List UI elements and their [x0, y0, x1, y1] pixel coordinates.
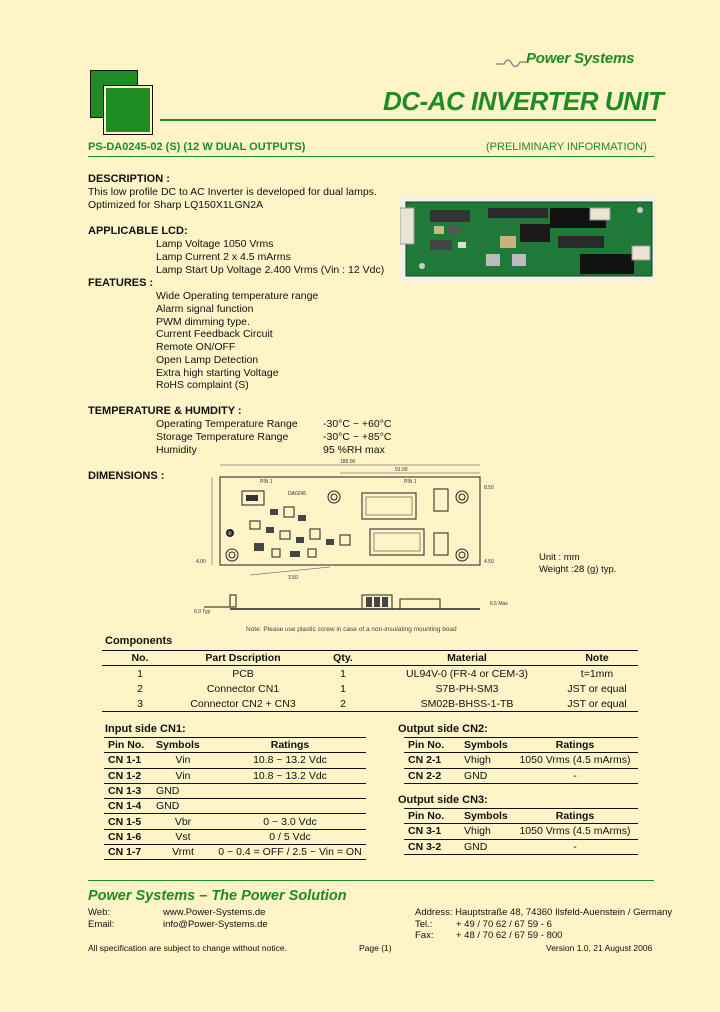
feature-item: Open Lamp Detection — [156, 354, 259, 366]
dim-label-right-top: 8.50 — [484, 485, 494, 491]
pin1-label-cn2: PIN 1 — [404, 479, 417, 485]
col-header: Symbols — [460, 738, 512, 753]
pin-cell: CN 1-5 — [104, 814, 152, 829]
rating-cell: 0 ~ 0.4 = OFF / 2.5 ~ Vin = ON — [214, 845, 366, 860]
dimensions-heading: DIMENSIONS : — [88, 470, 165, 482]
fax-label: Fax: — [415, 930, 434, 941]
rating-cell: 1050 Vrms (4.5 mArms) — [512, 753, 638, 768]
symbol-cell: GND — [460, 839, 512, 854]
table-row — [404, 839, 638, 854]
temp-value: -30°C ~ +85°C — [323, 431, 392, 443]
email-label: Email: — [88, 919, 115, 930]
document-title: DC-AC INVERTER UNIT — [383, 86, 664, 116]
col-header: Ratings — [214, 738, 366, 753]
cell: Connector CN1 — [206, 682, 280, 695]
table-row — [104, 829, 366, 844]
cell: 2 — [308, 696, 378, 711]
pcb-mark: ② — [227, 531, 232, 537]
symbol-cell: Vhigh — [460, 753, 512, 768]
dim-label-length: 189.00 — [340, 459, 356, 465]
cn1-table — [104, 737, 366, 860]
col-header: Note — [556, 651, 638, 666]
rating-cell: 10.8 ~ 13.2 Vdc — [214, 768, 366, 783]
pin-cell: CN 3-1 — [404, 824, 460, 839]
disclaimer: All specification are subject to change without notice. — [88, 943, 287, 953]
table-row — [104, 814, 366, 829]
cell: PCB — [232, 667, 254, 680]
pcb-marking: DA0245 — [288, 491, 307, 497]
lcd-lamp-current: Lamp Current 2 x 4.5 mArms — [156, 251, 291, 263]
cell: UL94V-0 (FR-4 or CEM-3) — [406, 667, 528, 680]
rating-cell: 1050 Vrms (4.5 mArms) — [512, 824, 638, 839]
rating-cell: - — [512, 839, 638, 854]
product-photo — [400, 196, 656, 282]
cell: Connector CN2 + CN3 — [178, 696, 308, 711]
model-number: PS-DA0245-02 (S) (12 W DUAL OUTPUTS) — [88, 141, 306, 153]
table-header-row — [404, 809, 638, 824]
rating-cell: 0 ~ 3.0 Vdc — [214, 814, 366, 829]
weight-label: Weight :28 (g) typ. — [539, 564, 617, 575]
lcd-lamp-voltage: Lamp Voltage 1050 Vrms — [156, 238, 274, 250]
temp-value: 95 %RH max — [323, 444, 385, 456]
dim-label-right: 4.50 — [484, 559, 494, 565]
dim-label-hole: 3.50 — [288, 575, 298, 581]
description-line-1: This low profile DC to AC Inverter is developed for dual lamps. — [88, 186, 377, 198]
table-row — [404, 753, 638, 768]
table-row — [404, 824, 638, 839]
web-link[interactable]: www.Power-Systems.de — [163, 907, 266, 918]
temp-value: -30°C ~ +60°C — [323, 418, 392, 430]
cn3-table — [404, 808, 638, 855]
pin-cell: CN 1-2 — [104, 768, 152, 783]
web-label: Web: — [88, 907, 111, 918]
address: Address: Hauptstraße 48, 74360 Ilsfeld-Auenstein / Germany — [415, 907, 673, 918]
pin1-label-cn1: PIN 1 — [260, 479, 273, 485]
col-header: Qty. — [308, 651, 378, 666]
table-row — [104, 783, 366, 798]
table-header-row — [404, 738, 638, 753]
description-heading: DESCRIPTION : — [88, 173, 170, 185]
dim-label-side-typ: 6.0 Typ — [194, 609, 211, 615]
logo-square-front — [104, 86, 152, 134]
feature-item: Remote ON/OFF — [156, 341, 236, 353]
cn2-title: Output side CN2: — [398, 723, 488, 735]
table-header-row — [102, 651, 638, 666]
pin-cell: CN 1-7 — [104, 845, 152, 860]
feature-item: Alarm signal function — [156, 303, 254, 315]
cell: SM02B-BHSS-1-TB — [378, 696, 556, 711]
feature-item: Extra high starting Voltage — [156, 367, 279, 379]
col-header: Symbols — [152, 738, 214, 753]
pin-cell: CN 1-4 — [104, 799, 152, 814]
tel-label: Tel.: — [415, 919, 433, 930]
preliminary-label: (PRELIMINARY INFORMATION) — [486, 141, 647, 153]
dimension-note: Note: Please use plastic screw in case of a non-insulating mounting boad — [246, 626, 457, 633]
col-header: Ratings — [512, 738, 638, 753]
email-link[interactable]: info@Power-Systems.de — [163, 919, 268, 930]
table-row — [102, 681, 638, 696]
table-row — [404, 768, 638, 783]
dim-label-side-max: 6.5 Max — [490, 601, 508, 607]
col-header: Pin No. — [104, 738, 152, 753]
cn1-title: Input side CN1: — [105, 723, 186, 735]
symbol-cell: Vbr — [152, 814, 214, 829]
brand-logo: Power Systems — [526, 50, 635, 67]
symbol-cell: GND — [460, 768, 512, 783]
unit-label: Unit : mm — [539, 552, 580, 563]
table-row — [102, 666, 638, 681]
subtitle-rule — [88, 156, 654, 157]
version: Version 1.0, 21 August 2006 — [546, 943, 653, 953]
rating-cell: 10.8 ~ 13.2 Vdc — [214, 753, 366, 768]
brand-wave-icon — [496, 54, 526, 70]
symbol-cell: GND — [152, 799, 214, 814]
cell: JST or equal — [567, 682, 627, 695]
cell: 1 — [340, 682, 346, 695]
dimension-drawing — [190, 455, 520, 635]
col-header: No. — [102, 651, 178, 666]
feature-item: Current Feedback Circuit — [156, 328, 273, 340]
table-row — [104, 753, 366, 768]
components-table — [102, 650, 638, 712]
col-header: Material — [378, 651, 556, 666]
cell: S7B-PH-SM3 — [435, 682, 499, 695]
tel-value: + 49 / 70 62 / 67 59 - 6 — [456, 919, 552, 930]
footer-brand: Power Systems – The Power Solution — [88, 888, 347, 904]
dim-label-left: 4.00 — [196, 559, 206, 565]
feature-item: PWM dimming type. — [156, 316, 250, 328]
cn2-table — [404, 737, 638, 784]
table-row — [104, 845, 366, 860]
table-row — [102, 696, 638, 711]
lcd-heading: APPLICABLE LCD: — [88, 225, 188, 237]
temp-label: Storage Temperature Range — [156, 431, 289, 443]
title-rule — [160, 119, 656, 121]
rating-cell: 0 / 5 Vdc — [214, 829, 366, 844]
symbol-cell: Vst — [152, 829, 214, 844]
features-heading: FEATURES : — [88, 277, 154, 289]
col-header: Part Dscription — [178, 651, 308, 666]
col-header: Symbols — [460, 809, 512, 824]
cell: 2 — [137, 682, 143, 695]
fax-value: + 48 / 70 62 / 67 59 - 800 — [456, 930, 563, 941]
cell: t=1mm — [580, 667, 614, 680]
symbol-cell: Vin — [152, 768, 214, 783]
feature-item: RoHS complaint (S) — [156, 379, 249, 391]
cn3-title: Output side CN3: — [398, 794, 488, 806]
description-line-2: Optimized for Sharp LQ150X1LGN2A — [88, 199, 264, 211]
pin-cell: CN 1-6 — [104, 829, 152, 844]
col-header: Pin No. — [404, 738, 460, 753]
components-title: Components — [105, 635, 173, 647]
table-row — [104, 799, 366, 814]
symbol-cell: Vin — [152, 753, 214, 768]
footer-rule — [88, 880, 654, 881]
cell: 1 — [340, 667, 346, 680]
symbol-cell: Vrmt — [152, 845, 214, 860]
pin-cell: CN 1-3 — [104, 783, 152, 798]
table-header-row — [104, 738, 366, 753]
col-header: Pin No. — [404, 809, 460, 824]
table-row — [104, 768, 366, 783]
pin-cell: CN 1-1 — [104, 753, 152, 768]
pin-cell: CN 2-1 — [404, 753, 460, 768]
cell: JST or equal — [556, 696, 638, 711]
temp-label: Humidity — [156, 444, 197, 456]
temperature-heading: TEMPERATURE & HUMDITY : — [88, 405, 242, 417]
cell: 3 — [102, 696, 178, 711]
dim-label-pin-spacing: 91.00 — [395, 467, 408, 473]
pin-cell: CN 3-2 — [404, 839, 460, 854]
col-header: Ratings — [512, 809, 638, 824]
lcd-startup-voltage: Lamp Start Up Voltage 2.400 Vrms (Vin : 12 Vdc) — [156, 264, 385, 276]
feature-item: Wide Operating temperature range — [156, 290, 319, 302]
cell: 1 — [137, 667, 143, 680]
rating-cell: - — [512, 768, 638, 783]
symbol-cell: GND — [152, 783, 214, 798]
symbol-cell: Vhigh — [460, 824, 512, 839]
rating-cell — [214, 799, 366, 814]
pin-cell: CN 2-2 — [404, 768, 460, 783]
page-number: Page (1) — [359, 943, 392, 953]
rating-cell — [214, 783, 366, 798]
temp-label: Operating Temperature Range — [156, 418, 298, 430]
